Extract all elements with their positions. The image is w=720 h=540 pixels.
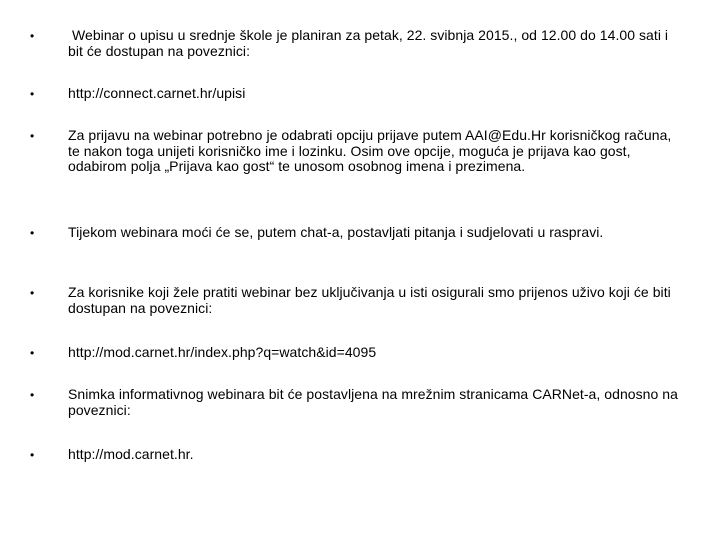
webinar-announcement-text: Webinar o upisu u srednje škole je planiran za petak, 22. svibnja 2015., od 12.00 do 14.00 sati i bit će dostupan na poveznici: — [68, 27, 669, 59]
mod-carnet-link[interactable]: http://mod.carnet.hr. — [68, 446, 194, 462]
bullet-icon: • — [30, 87, 35, 101]
mod-watch-link[interactable]: http://mod.carnet.hr/index.php?q=watch&id=4095 — [68, 344, 377, 360]
bullet-icon: • — [30, 346, 35, 360]
bullet-icon: • — [30, 226, 35, 240]
bullet-icon: • — [30, 286, 35, 300]
registration-info-text: Za prijavu na webinar potrebno je odabrati opciju prijave putem AAI@Edu.Hr korisničkog računa, te nakon toga unijeti korisničko ime i lozinku. Osim ove opcije, moguća je prijava kao gost, odabirom polja „Prijava kao gost“ te unosom osobnog imena i prezimena. — [68, 127, 672, 174]
recording-info-text: Snimka informativnog webinara bit će postavljena na mrežnim stranicama CARNet-a, odnosno na poveznici: — [68, 386, 678, 418]
bullet-icon: • — [30, 388, 35, 402]
livestream-info-text: Za korisnike koji žele pratiti webinar bez uključivanja u isti osigurali smo prijenos uživo koji će biti dostupan na poveznici: — [68, 284, 671, 316]
bullet-icon: • — [30, 29, 35, 43]
connect-carnet-link[interactable]: http://connect.carnet.hr/upisi — [68, 85, 246, 101]
chat-info-text: Tijekom webinara moći će se, putem chat-a, postavljati pitanja i sudjelovati u raspravi. — [68, 224, 604, 240]
bullet-icon: • — [30, 129, 35, 143]
bullet-icon: • — [30, 448, 35, 462]
